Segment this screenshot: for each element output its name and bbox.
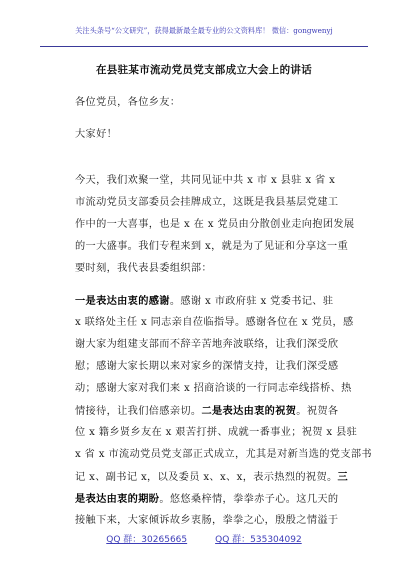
emphasis-heading: 一是表达由衷的感谢 — [75, 295, 170, 307]
document-title: 在县驻某市流动党员党支部成立大会上的讲话 — [96, 64, 312, 76]
footer — [0, 532, 408, 545]
paragraph-line: 作中的一大喜事，也是 x 在 x 党员由分散创业走向抱团发展 — [75, 219, 355, 230]
paragraph-line — [75, 492, 343, 507]
paragraph-line: 动；感谢大家对我们来 x 招商洽谈的一行同志牵线搭桥、热 — [75, 383, 352, 394]
paragraph-line — [75, 294, 343, 309]
line-text: 记 x、副书记 x，以及委员 x、x、x，表示热烈的祝贺。 — [75, 472, 338, 483]
emphasis-heading: 是表达由衷的期盼 — [75, 493, 160, 505]
line-text: 情接待，让我们倍感亲切。 — [75, 406, 202, 417]
paragraph-line: 位 x 籍乡贤乡友在 x 艰苦打拼、成就一番事业；祝贺 x 县驻 — [75, 427, 358, 438]
header-banner-text: 关注头条号“公文研究”，获得最新最全最专业的公文资料库！ 微信：gongwenyj — [75, 26, 333, 35]
paragraph-line: 市流动党员支部委员会挂牌成立，这既是我县基层党建工 — [75, 197, 339, 208]
paragraph-line: 谢大家为组建支部而不辞辛苦地奔波联络，让我们深受欣 — [75, 339, 339, 350]
paragraph-line: 的一大盛事。我们专程来到 x，就是为了见证和分享这一重 — [75, 241, 349, 252]
paragraph-line — [75, 470, 349, 485]
paragraph-line: 慰；感谢大家长期以来对家乡的深情支持，让我们深受感 — [75, 361, 339, 372]
paragraph-line: 要时刻，我代表县委组织部： — [75, 263, 212, 274]
header-banner — [40, 22, 368, 47]
qq-group-link-2[interactable]: QQ 群：535304092 — [215, 535, 302, 545]
paragraph-line: 接触下来，大家倾诉故乡衷肠，拳拳之心，殷殷之情溢于 — [75, 515, 339, 526]
paragraph-line: 今天，我们欢聚一堂，共同见证中共 x 市 x 县驻 x 省 x — [75, 175, 336, 186]
paragraph-line: x 省 x 市流动党员党支部正式成立，尤其是对新当选的党支部书 — [75, 449, 372, 460]
emphasis-heading: 二是表达由衷的祝贺 — [201, 405, 297, 417]
line-text: 。悠悠桑梓情，拳拳赤子心。这几天的 — [159, 494, 339, 505]
greeting: 大家好！ — [75, 129, 118, 140]
line-text: 。感谢 x 市政府驻 x 党委书记、驻 — [169, 296, 334, 307]
salutation: 各位党员，各位乡友： — [75, 97, 181, 108]
paragraph-line — [75, 404, 343, 419]
emphasis-heading: 三 — [337, 471, 349, 483]
qq-group-link-1[interactable]: QQ 群：30265665 — [106, 535, 188, 545]
paragraph-line: x 联络处主任 x 同志亲自莅临指导。感谢各位在 x 党员，感 — [75, 317, 354, 328]
line-text: 。祝贺各 — [296, 406, 339, 417]
